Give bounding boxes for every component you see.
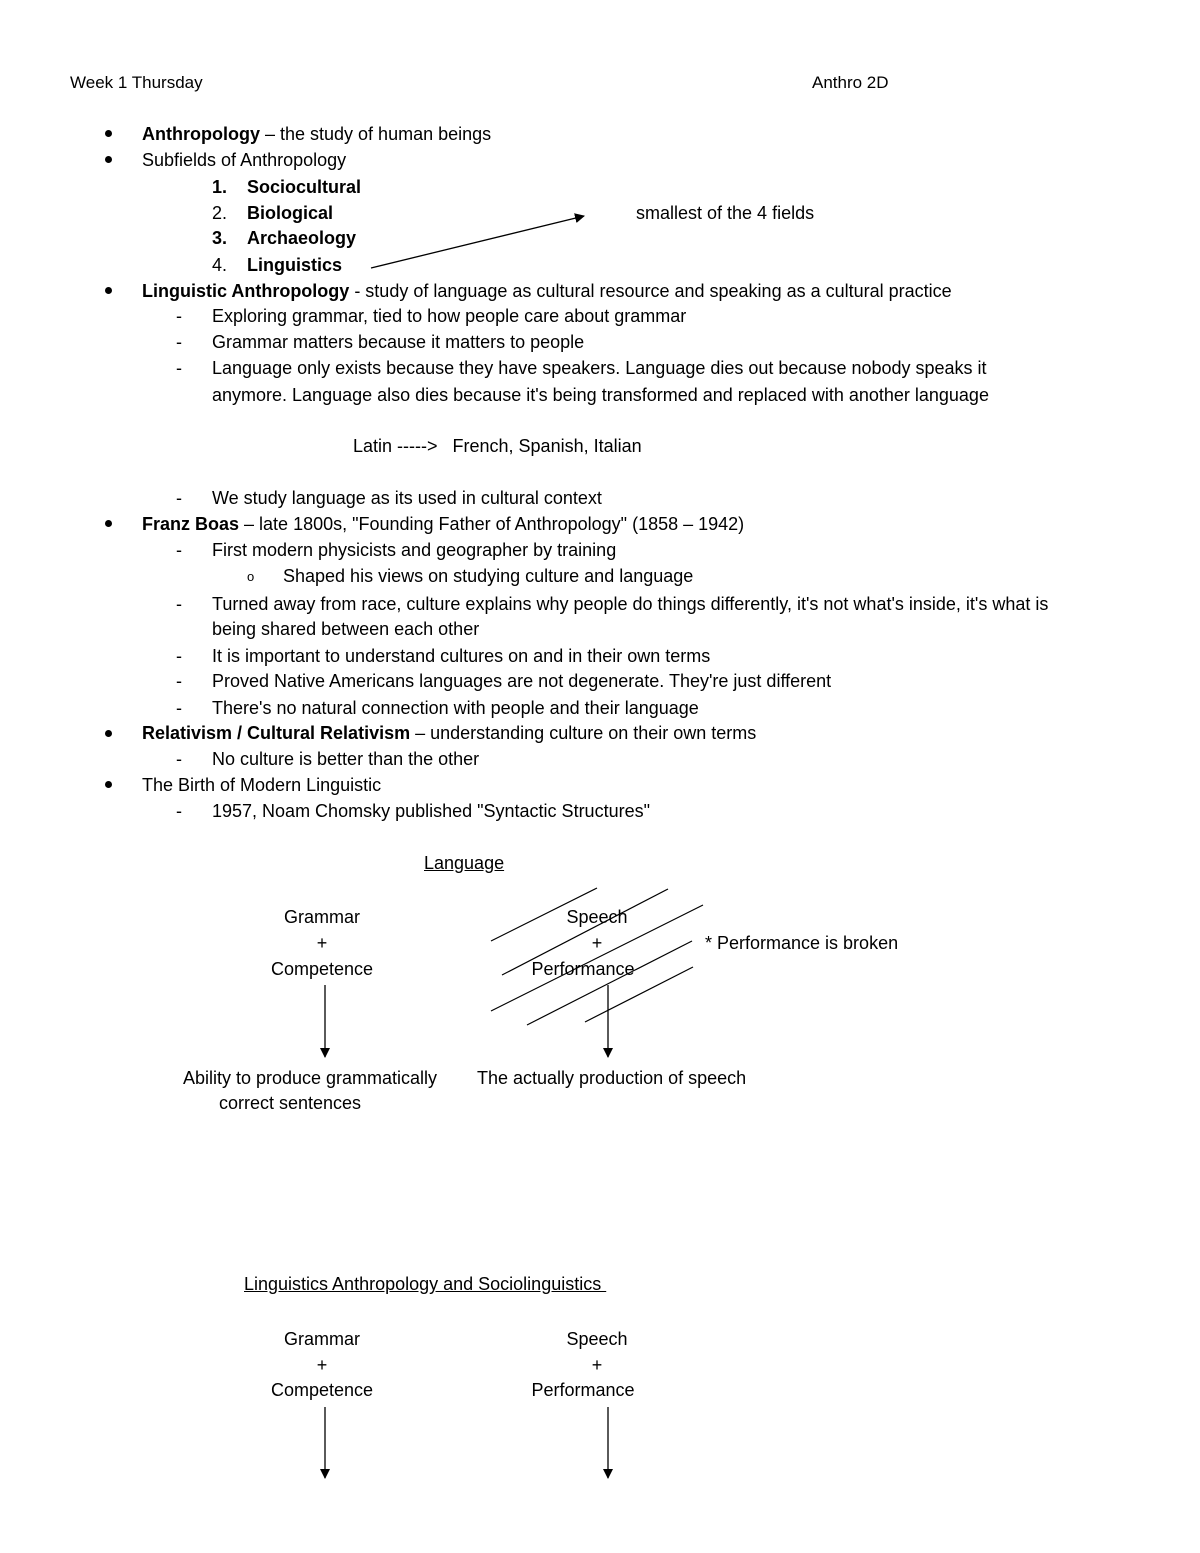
note-point: First modern physicists and geographer by training [212,540,617,560]
dash-marker: - [176,698,182,718]
relativism-definition: Relativism / Cultural Relativism – understanding culture on their own terms [142,723,757,743]
strike-through-lines [491,888,703,1025]
diagram-title: Language [424,853,505,873]
subfields-label: Subfields of Anthropology [142,150,347,170]
subfield-name: Sociocultural [247,177,362,197]
dash-marker: - [176,646,182,666]
language-evolution-example: Latin -----> French, Spanish, Italian [353,436,642,456]
dash-marker: - [176,306,182,326]
boas-definition: Franz Boas – late 1800s, "Founding Father of Anthropology" (1858 – 1942) [142,514,745,534]
diagram-label: Performance [531,959,635,979]
dash-marker: - [176,749,182,769]
note-point: Exploring grammar, tied to how people care about grammar [212,306,687,326]
header-right: Anthro 2D [812,73,889,92]
diagram-label: Speech [566,1329,628,1349]
modern-linguistic-label: The Birth of Modern Linguistic [142,775,382,795]
dash-marker: - [176,801,182,821]
subfield-number: 3. [212,228,228,248]
subfield-arrow-icon [371,216,584,268]
note-point-continuation: being shared between each other [212,619,480,639]
note-point: Grammar matters because it matters to people [212,332,585,352]
subfield-number: 4. [212,255,228,275]
diagram-label: Grammar [284,907,360,927]
note-point: There's no natural connection with people and their language [212,698,699,718]
diagram-label: Performance [531,1380,635,1400]
linguistic-anthropology-definition: Linguistic Anthropology - study of language as cultural resource and speaking as a cultural practice [142,281,952,301]
note-point-continuation: anymore. Language also dies because it's being transformed and replaced with another language [212,385,989,405]
note-sub-point: Shaped his views on studying culture and language [283,566,694,586]
diagram-note: * Performance is broken [705,933,899,953]
diagram-title: Linguistics Anthropology and Sociolinguistics [244,1274,607,1294]
anthropology-definition: Anthropology – the study of human beings [142,124,492,144]
note-point: It is important to understand cultures on and in their own terms [212,646,711,666]
diagram-plus: + [316,1355,328,1375]
note-point: Turned away from race, culture explains why people do things differently, it's not what's inside, it's what is [212,594,1049,614]
note-point: We study language as its used in cultural context [212,488,602,508]
dash-marker: - [176,332,182,352]
header-left: Week 1 Thursday [70,73,203,92]
dash-marker: - [176,540,182,560]
sub-bullet-marker: o [247,569,255,584]
diagram-plus: + [591,1355,603,1375]
diagram-result: The actually production of speech [477,1068,747,1088]
note-point: No culture is better than the other [212,749,480,769]
diagram-label: Competence [270,1380,374,1400]
diagram-result: Ability to produce grammatically [182,1068,438,1088]
dash-marker: - [176,671,182,691]
subfield-number: 1. [212,177,228,197]
diagram-label: Competence [270,959,374,979]
diagram-plus: + [591,933,603,953]
diagram-result: correct sentences [218,1093,362,1113]
dash-marker: - [176,594,182,614]
diagram-label: Grammar [284,1329,360,1349]
subfield-name: Linguistics [247,255,343,275]
note-point: Language only exists because they have speakers. Language dies out because nobody speaks it [212,358,987,378]
diagram-plus: + [316,933,328,953]
note-point: 1957, Noam Chomsky published "Syntactic Structures" [212,801,650,821]
subfield-name: Archaeology [247,228,357,248]
diagram-label: Speech [566,907,628,927]
dash-marker: - [176,358,182,378]
subfield-name: Biological [247,203,334,223]
subfield-annotation: smallest of the 4 fields [636,203,815,223]
dash-marker: - [176,488,182,508]
subfield-number: 2. [212,203,228,223]
note-point: Proved Native Americans languages are not degenerate. They're just different [212,671,832,691]
